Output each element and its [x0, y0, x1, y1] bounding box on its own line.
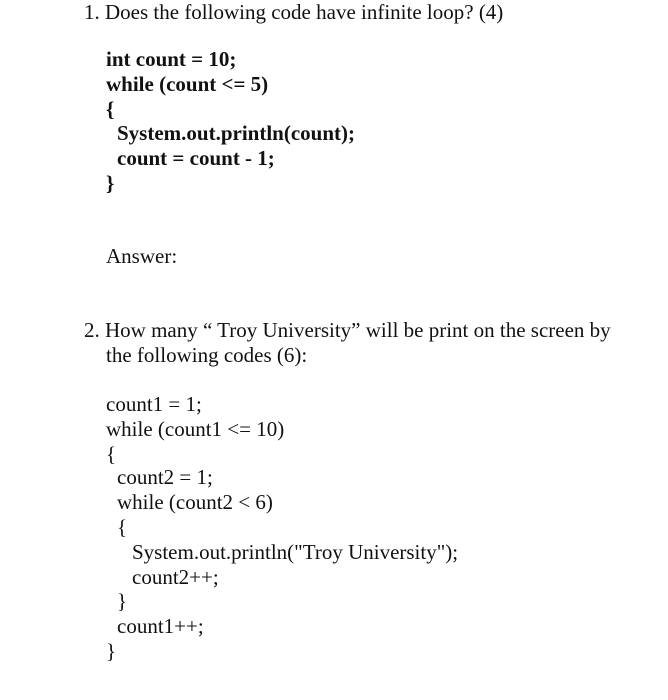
answer-label: Answer:	[106, 244, 178, 268]
question-2-heading-line-1: 2. How many “ Troy University” will be print on the screen by	[84, 318, 611, 342]
code-line: count1 = 1;	[106, 392, 202, 416]
question-2-heading-line-2: the following codes (6):	[106, 343, 308, 367]
code-line: count2++;	[132, 565, 219, 589]
code-line: System.out.println(count);	[117, 121, 356, 145]
code-line: }	[117, 589, 128, 613]
code-line: while (count2 < 6)	[117, 490, 273, 514]
code-line: {	[117, 515, 128, 539]
code-line: int count = 10;	[106, 47, 237, 71]
code-line: while (count1 <= 10)	[106, 417, 285, 441]
question-1-heading: 1. Does the following code have infinite loop? (4)	[84, 0, 504, 24]
code-line: System.out.println("Troy University");	[132, 540, 459, 564]
code-line: while (count <= 5)	[106, 72, 269, 96]
code-line: count1++;	[117, 614, 204, 638]
code-line: }	[106, 639, 117, 663]
code-line: }	[106, 171, 115, 195]
code-line: {	[106, 97, 115, 121]
code-line: count2 = 1;	[117, 465, 213, 489]
code-line: count = count - 1;	[117, 146, 275, 170]
code-line: {	[106, 442, 117, 466]
